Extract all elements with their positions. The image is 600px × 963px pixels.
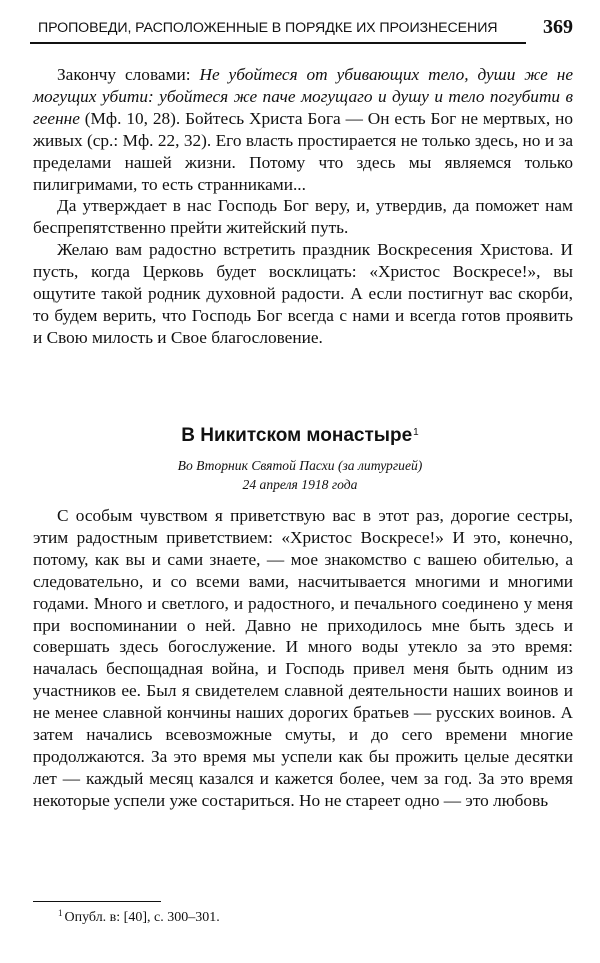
paragraph-intro: Закончу словами: bbox=[57, 65, 200, 84]
section-title bbox=[0, 425, 600, 447]
running-title: ПРОПОВЕДИ, РАСПОЛОЖЕННЫЕ В ПОРЯДКЕ ИХ ПРОИЗНЕСЕНИЯ bbox=[38, 20, 498, 36]
paragraph-faith: Да утверждает в нас Господь Бог веру, и, утвердив, да поможет нам беспрепятственно прейти житейский путь. bbox=[33, 196, 573, 238]
text-block-sermon bbox=[33, 505, 573, 812]
footnote-rule bbox=[33, 901, 161, 902]
page-number: 369 bbox=[543, 16, 573, 38]
text-block-before-section bbox=[33, 64, 573, 349]
scripture-quote: Не убойтеся от убивающих тело, души же не могущих убити: убойтеся же паче могущаго и душу и тело погубити в геенне bbox=[33, 65, 573, 128]
section-subtitle-occasion: Во Вторник Святой Пасхи (за литургией) bbox=[177, 458, 423, 473]
paragraph-sermon-start: С особым чувством я приветствую вас в этот раз, дорогие сестры, этим радостным приветствием: «Христос Воскресе!» И это, конечно, потому, как вы и сами знаете, — мое знакомство с вашею обителью, а следовательно, и со всеми вами, насчитывается многими и многими годами. Много и светлого, и радостного, и печального соединено у меня при воспоминании о ней. Давно не приходилось мне быть здесь и совершать здесь богослужение. И много воды утекло за это время: началась беспощадная война, и Господь привел меня быть одним из участников ее. Был я свидетелем славной деятельности наших воинов и не менее славной кончины наших дорогих братьев — русских воинов. А затем начались всевозможные смуты, и до сего времени многие продолжаются. За это время мы успели как бы прожить целые десятки лет — каждый месяц казался и кажется более, чем за год. За это время некоторые успели уже состариться. Но не стареет одно — это любовь bbox=[33, 506, 573, 810]
footnote-number: 1 bbox=[58, 908, 63, 918]
page-header bbox=[30, 14, 575, 44]
paragraph-easter-wish: Желаю вам радостно встретить праздник Воскресения Христова. И пусть, когда Церковь будет восклицать: «Христос Воскресе!», вы ощутите такой родник духовной радости. А если постигнут вас скорби, то будем верить, что Господь Бог всегда с нами и всегда готов проявить и Свою милость и Свое благословение. bbox=[33, 240, 573, 347]
section-title-text: В Никитском монастыре bbox=[181, 425, 413, 446]
footnote-text: Опубл. в: [40], с. 300–301. bbox=[64, 910, 220, 925]
section-subtitle-date: 24 апреля 1918 года bbox=[242, 477, 358, 492]
footnote bbox=[58, 908, 220, 926]
header-rule bbox=[30, 42, 526, 44]
paragraph-closing-words bbox=[33, 64, 573, 195]
footnote-marker: 1 bbox=[413, 427, 419, 438]
paragraph-rest: (Мф. 10, 28). Бойтесь Христа Бога — Он есть Бог не мертвых, но живых (ср.: Мф. 22, 32). Его власть простирается не только здесь, но и за пределами нашей жизни. Потому что здесь мы являемся только пилигримами, то есть странниками... bbox=[33, 108, 573, 194]
